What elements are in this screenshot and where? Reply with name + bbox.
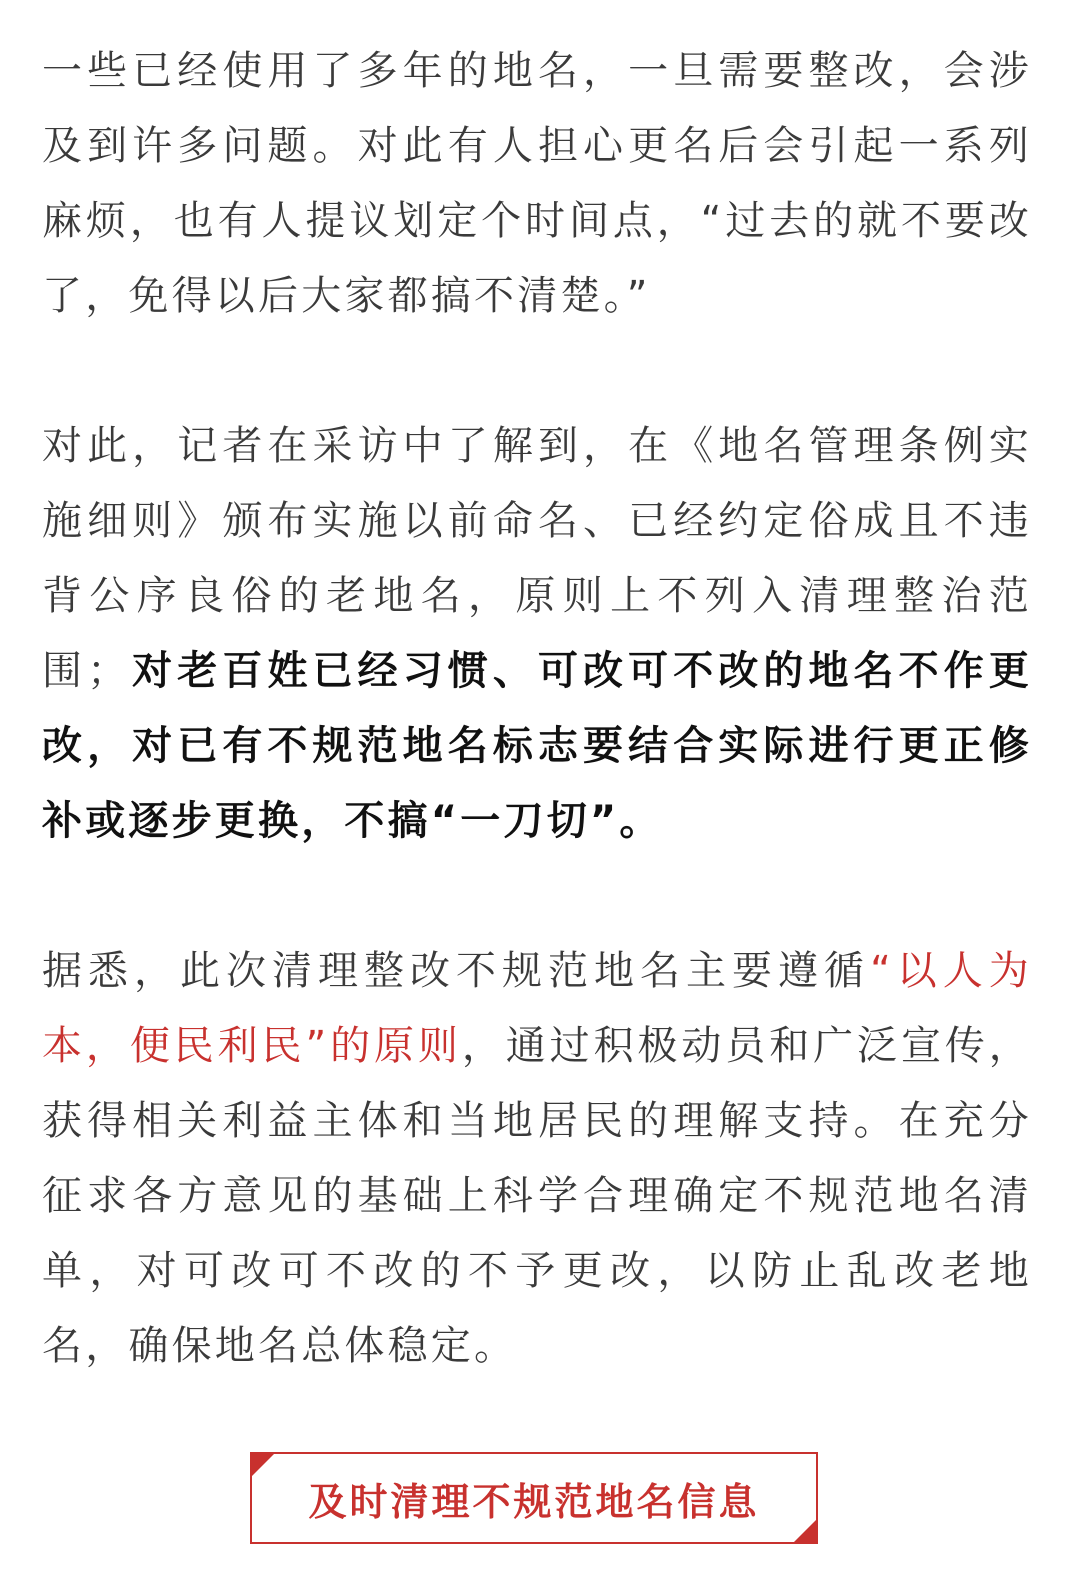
paragraph-3-highlight-text: “以人为本，便民利民”的原则 [42,948,1032,1069]
paragraph-2 [42,409,1032,859]
paragraph-3-tail-text: ，通过积极动员和广泛宣传，获得相关利益主体和当地居民的理解支持。在充分征求各方意见的基础上科学合理确定不规范地名清单，对可改可不改的不予更改，以防止乱改老地名，确保地名总体稳定。 [42,1023,1032,1369]
section-heading-box [250,1452,818,1544]
paragraph-1-text: 一些已经使用了多年的地名，一旦需要整改，会涉及到许多问题。对此有人担心更名后会引起一系列麻烦，也有人提议划定个时间点，“过去的就不要改了，免得以后大家都搞不清楚。” [42,48,1032,319]
paragraph-1 [42,34,1032,334]
paragraph-2-text: 对此，记者在采访中了解到，在《地名管理条例实施细则》颁布实施以前命名、已经约定俗成且不违背公序良俗的老地名，原则上不列入清理整治范围； [42,423,1032,694]
corner-decoration-top-left [250,1452,276,1478]
paragraph-3 [42,934,1032,1384]
corner-decoration-bottom-right [792,1518,818,1544]
section-heading-title: 及时清理不规范地名信息 [308,1479,760,1524]
article-body [42,34,1032,1384]
paragraph-2-bold-text: 对老百姓已经习惯、可改可不改的地名不作更改，对已有不规范地名标志要结合实际进行更正修补或逐步更换，不搞“一刀切”。 [42,648,1033,844]
paragraph-3-lead-text: 据悉，此次清理整改不规范地名主要遵循 [42,948,871,994]
